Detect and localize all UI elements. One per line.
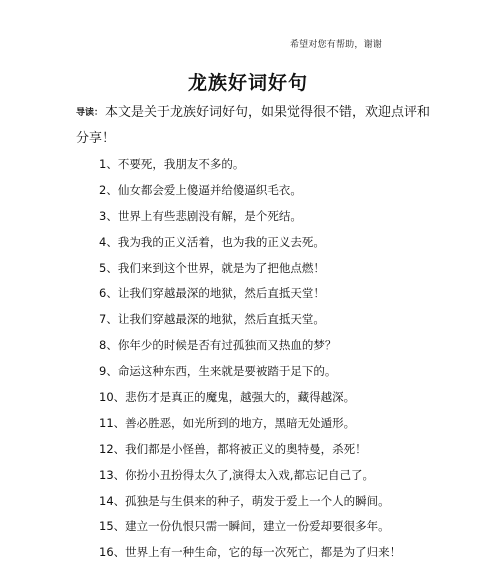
list-item: 13、你扮小丑扮得太久了,演得太入戏,都忘记自己了。 <box>99 467 374 482</box>
list-item: 4、我为我的正义活着，也为我的正义去死。 <box>99 234 325 249</box>
list-item: 2、仙女都会爱上傻逼并给傻逼织毛衣。 <box>99 182 302 197</box>
list-item: 10、悲伤才是真正的魔鬼，越强大的，藏得越深。 <box>99 390 356 405</box>
list-item: 12、我们都是小怪兽，都将被正义的奥特曼，杀死！ <box>99 441 367 456</box>
list-item: 3、世界上有些悲剧没有解，是个死结。 <box>99 208 302 223</box>
list-item: 11、善必胜恶，如光所到的地方，黑暗无处遁形。 <box>99 415 356 430</box>
list-item: 14、孤独是与生俱来的种子，萌发于爱上一个人的瞬间。 <box>99 493 390 508</box>
quote-list <box>99 152 401 566</box>
header-note: 希望对您有帮助，谢谢 <box>289 40 382 50</box>
page-title: 龙族好词好句 <box>187 72 308 94</box>
list-item: 6、让我们穿越最深的地狱，然后直抵天堂！ <box>99 286 325 301</box>
intro-text: 本文是关于龙族好词好句，如果觉得很不错，欢迎点评和分享！ <box>76 105 431 146</box>
list-item: 5、我们来到这个世界，就是为了把他点燃！ <box>99 260 325 275</box>
list-item: 9、命运这种东西，生来就是要被踏于足下的。 <box>99 364 337 379</box>
list-item: 16、世界上有一种生命，它的每一次死亡，都是为了归来！ <box>99 545 402 560</box>
list-item: 7、让我们穿越最深的地狱，然后直抵天堂。 <box>99 312 325 327</box>
list-item: 1、不要死，我朋友不多的。 <box>99 157 245 171</box>
intro-label: 导读： <box>76 108 104 118</box>
list-item: 15、建立一份仇恨只需一瞬间，建立一份爱却要很多年。 <box>99 519 390 534</box>
intro-paragraph <box>76 100 436 152</box>
list-item: 8、你年少的时候是否有过孤独而又热血的梦？ <box>99 338 337 353</box>
